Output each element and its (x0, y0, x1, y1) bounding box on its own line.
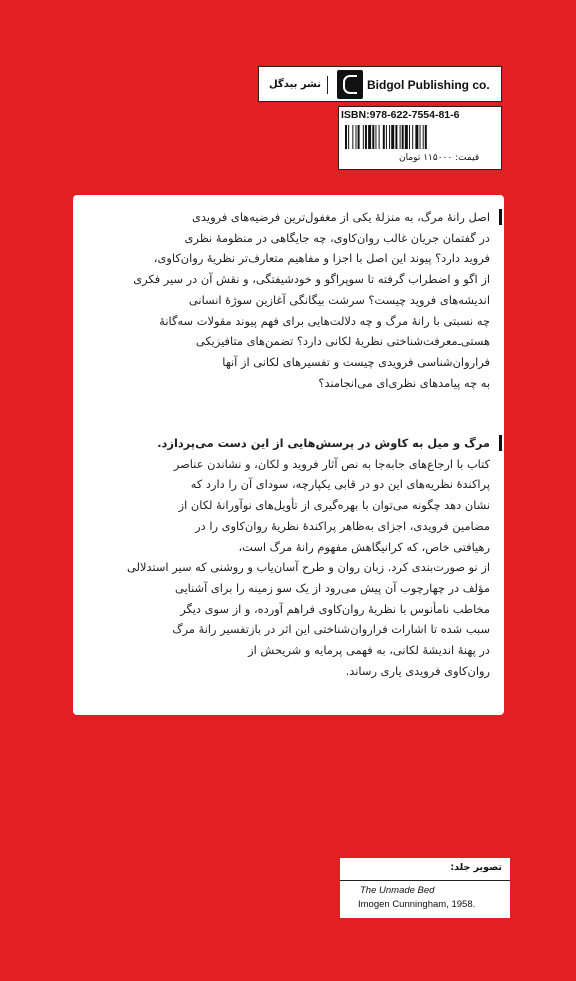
text-line: مرگ و میل به کاوش در پرسش‌هایی از این دست می‌پردازد. (157, 436, 490, 450)
text-line: اصل رانهٔ مرگ، به منزلهٔ یکی از مغفول‌ترین فرضیه‌های فرویدی (192, 210, 490, 224)
barcode-icon (345, 125, 495, 149)
price-label: قیمت: ۱۱۵۰۰۰ تومان (399, 153, 480, 163)
text-line: پراکندهٔ نظریه‌های این دو در قابی یکپارچه، سودای آن را دارد که (190, 477, 490, 492)
text-line: به چه پیامدهای نظری‌ای می‌انجامند؟ (318, 375, 490, 390)
text-line: فراروان‌شناسی فرویدی چیست و تفسیرهای لکانی از آنها (222, 354, 490, 369)
text-line: مضامین فرویدی، اجزای به‌ظاهر پراکندهٔ نظریهٔ روان‌کاوی را در (195, 518, 490, 533)
paragraph-marker (499, 435, 502, 451)
text-line: چه نسبتی با رانهٔ مرگ و چه دلالت‌هایی برای فهم پیوند مقولات سه‌گانهٔ (159, 313, 490, 328)
blurb-panel (73, 195, 504, 715)
publisher-name-en: Bidgol Publishing co. (367, 78, 490, 92)
text-line: از اگو و اضطراب گرفته تا سوپراگو و خودشیفتگی، و نقش آن در سیر فکری (133, 272, 490, 287)
text-line: سبب شده تا اشارات فراروان‌شناختی این اثر در بازتفسیر رانهٔ مرگ (172, 622, 490, 637)
publisher-bar (258, 66, 502, 102)
text-line: رهیافتی خاص، که کرانیگاهش مفهوم رانهٔ مرگ است، (238, 539, 490, 554)
credit-artist: Imogen Cunningham, 1958. (358, 899, 476, 910)
credit-title: تصویر جلد: (450, 862, 502, 873)
blurb-paragraph-1 (88, 207, 490, 393)
text-line: در پهنهٔ اندیشهٔ لکانی، به فهمی پرمایه و شریحش از (248, 643, 490, 658)
credit-work-title: The Unmade Bed (360, 885, 435, 896)
cover-credit (340, 858, 510, 918)
text-line: اندیشه‌های فروید چیست؟ سرشت بیگانگی آغازین سوژهٔ انسانی (188, 292, 490, 307)
text-line: در گفتمان جریان غالب روان‌کاوی، چه جایگاهی در منظومهٔ نظری (184, 230, 490, 245)
publisher-name-fa: نشر بیدگل (263, 76, 328, 94)
text-line: مخاطب نامأنوس با نظریهٔ روان‌کاوی فراهم آورده، و از سوی دیگر (180, 601, 490, 616)
text-line: روان‌کاوی فرویدی یاری رساند. (345, 663, 490, 678)
blurb-paragraph-2 (88, 433, 490, 681)
paragraph-marker (499, 209, 502, 225)
text-line: فروید دارد؟ پیوند این اصل با اجزا و مفاهیم متعارف‌تر نظریهٔ روان‌کاوی، (153, 251, 490, 266)
isbn-text: ISBN:978-622-7554-81-6 (341, 109, 460, 121)
credit-divider (340, 880, 510, 881)
text-line: از نو صورت‌بندی کرد. زبان روان و طرح آسان‌یاب و روشنی که سیر استدلالی (127, 560, 490, 575)
text-line: نشان دهد چگونه می‌توان با بهره‌گیری از تأویل‌های نوآورانهٔ لکان از (178, 498, 490, 513)
publisher-logo-icon (337, 70, 363, 99)
isbn-block (338, 106, 502, 170)
text-line: مؤلف در چهارچوب آن پیش می‌رود از یک سو زمینه را برای آشنایی (174, 580, 490, 595)
publisher-sticker (258, 66, 502, 170)
text-line: هستی‌‌ـ‌معرفت‌شناختی نظریهٔ لکانی دارد؟ تضمن‌های متافیزیکی (195, 334, 490, 349)
text-line: کتاب با ارجاع‌های جابه‌جا به نص آثار فروید و لکان، و نشاندن عناصر (173, 456, 490, 471)
